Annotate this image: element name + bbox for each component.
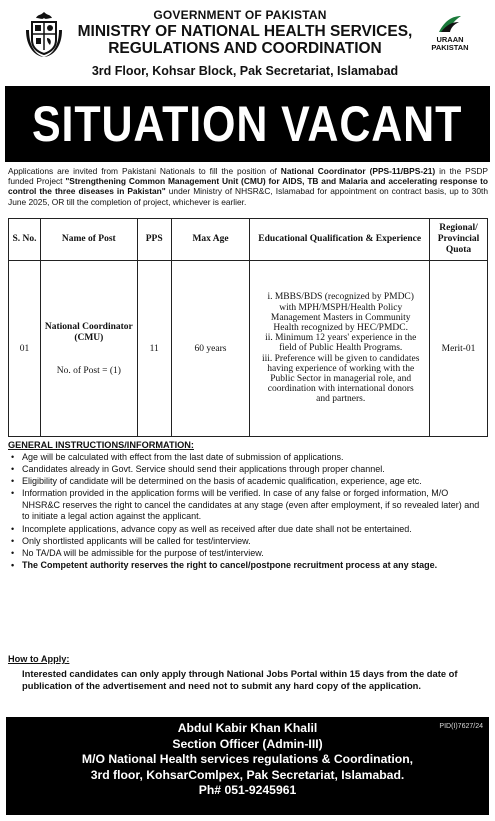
cell-pps: 11 xyxy=(137,261,171,437)
ministry-line-1: MINISTRY OF NATIONAL HEALTH SERVICES, xyxy=(77,23,413,40)
post-count: No. of Post = (1) xyxy=(56,365,121,376)
government-emblem-icon xyxy=(24,10,64,58)
list-item: • Candidates already in Govt. Service should send their applications through proper channel. xyxy=(10,464,486,476)
cell-quota: Merit-01 xyxy=(430,261,488,437)
officer-designation: Section Officer (Admin-III) xyxy=(172,736,323,751)
uraan-pakistan-logo-icon xyxy=(437,14,463,34)
uraan-logo-line-1: URAAN xyxy=(436,35,464,44)
instructions-list xyxy=(10,452,486,572)
intro-part-3: under Ministry of NHSR&C, Islamabad for appointment on contract basis, up to 30th June 2025, OR till the completion of project, whichever is earlier. xyxy=(8,186,488,207)
cell-sno: 01 xyxy=(9,261,41,437)
how-to-apply-text: Interested candidates can only apply through National Jobs Portal within 15 days from the date of publication of the advertisement and need not to submit any hard copy of the application. xyxy=(22,668,458,692)
list-item: • Information provided in the application forms will be verified. In case of any false or forged information, M/O NHSR&C reserves the right to cancel the candidates at any stage (even after employment, if so revealed later) and to initiate a legal action against the applicant. xyxy=(10,488,486,523)
qualification-ii: ii. Minimum 12 years' experience in the field of Public Health Programs. xyxy=(265,333,417,354)
list-item: • Incomplete applications, advance copy as well as received after due date shall not be entertained. xyxy=(10,524,486,536)
posts-table xyxy=(8,218,488,437)
post-title: National Coordinator (CMU) xyxy=(44,321,133,343)
table-row xyxy=(9,261,488,437)
ministry-name xyxy=(60,23,430,57)
uraan-logo-line-2: PAKISTAN xyxy=(431,43,469,52)
instructions-title: GENERAL INSTRUCTIONS/INFORMATION: xyxy=(8,440,194,450)
situation-vacant-banner xyxy=(5,86,490,162)
government-title: GOVERNMENT OF PAKISTAN xyxy=(153,8,327,22)
list-item: • The Competent authority reserves the right to cancel/postpone recruitment process at any stage. xyxy=(10,560,486,572)
intro-part-2: in the PSDP funded Project xyxy=(8,166,488,187)
qualification-i: i. MBBS/BDS (recognized by PMDC) with MPH/MSPH/Health Policy Management Masters in Community Health recognized by HEC/PMDC. xyxy=(267,292,414,333)
list-item: • Only shortlisted applicants will be called for test/interview. xyxy=(10,536,486,548)
uraan-logo-text xyxy=(420,36,480,52)
list-item: • No TA/DA will be admissible for the purpose of test/interview. xyxy=(10,548,486,560)
intro-project: "Strengthening Common Management Unit (CMU) for AIDS, TB and Malaria and accelerating response to control the three diseases in Pakistan" xyxy=(8,176,489,197)
table-header-row xyxy=(9,219,488,261)
banner-title: SITUATION VACANT xyxy=(32,96,463,152)
header-sno: S. No. xyxy=(9,219,41,261)
header-post-name: Name of Post xyxy=(40,219,137,261)
footer-organization: M/O National Health services regulations & Coordination, xyxy=(81,752,414,767)
cell-post-name xyxy=(40,261,137,437)
intro-paragraph xyxy=(8,166,488,207)
header-quota: Regional/ Provincial Quota xyxy=(430,219,488,261)
intro-position: National Coordinator (PPS-11/BPS-21) xyxy=(280,166,436,176)
header-max-age: Max Age xyxy=(171,219,250,261)
footer-phone: Ph# 051-9245961 xyxy=(198,783,297,798)
footer-address: 3rd floor, KohsarComlpex, Pak Secretariat, Islamabad. xyxy=(90,767,405,782)
officer-name: Abdul Kabir Khan Khalil xyxy=(177,721,318,735)
pid-number: PID(I)7627/24 xyxy=(439,723,483,730)
intro-part-1: Applications are invited from Pakistani Nationals to fill the position of xyxy=(8,166,281,176)
list-item: • Eligibility of candidate will be determined on the basis of academic qualification, experience, age etc. xyxy=(10,476,486,488)
ministry-line-2: REGULATIONS AND COORDINATION xyxy=(108,40,382,57)
cell-qualification xyxy=(250,261,430,437)
ministry-address: 3rd Floor, Kohsar Block, Pak Secretariat, Islamabad xyxy=(91,64,399,78)
qualification-iii: iii. Preference will be given to candidates having experience of working with the Public Sector in managerial role, and coordination with international donors and partners. xyxy=(261,353,420,405)
header xyxy=(0,0,495,86)
uraan-pakistan-logo xyxy=(420,14,480,66)
how-to-apply-title: How to Apply: xyxy=(8,654,70,664)
cell-max-age: 60 years xyxy=(171,261,250,437)
header-pps: PPS xyxy=(137,219,171,261)
header-qualification: Educational Qualification & Experience xyxy=(250,219,430,261)
list-item: • Age will be calculated with effect from the last date of submission of applications. xyxy=(10,452,486,464)
footer-contact-block xyxy=(6,717,489,815)
